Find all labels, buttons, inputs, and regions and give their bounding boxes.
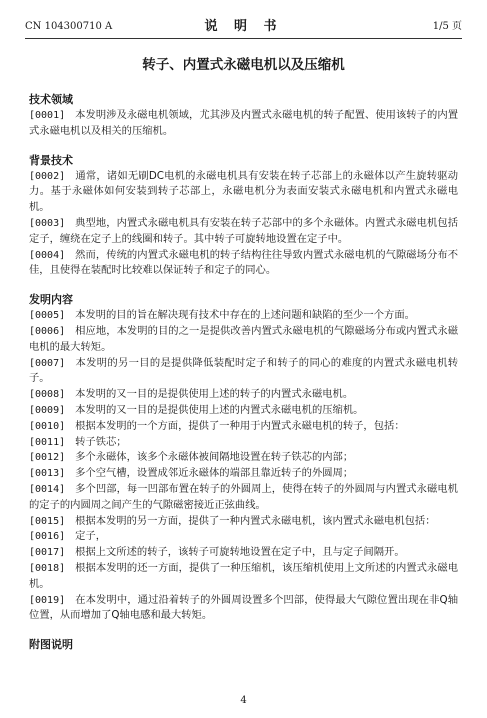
paragraph-number: [0011] [29, 436, 66, 448]
paragraph [29, 387, 458, 403]
paragraph [29, 593, 458, 625]
paragraph-text: 根据本发明的另一方面，提供了一种内置式永磁电机，该内置式永磁电机包括： [75, 514, 436, 527]
page-indicator: 1/5 页 [432, 21, 462, 32]
paragraph [29, 356, 458, 388]
paragraph-number: [0016] [29, 531, 66, 543]
paragraph-number: [0005] [29, 310, 66, 322]
paragraph-number: [0001] [29, 110, 66, 121]
paragraph-text: 定子， [75, 530, 107, 543]
paragraph-number: [0002] [29, 170, 66, 182]
paragraph [29, 545, 458, 561]
paragraph-text: 相应地，本发明的目的之一是提供改善内置式永磁电机的气隙磁场分布或内置式永磁电机的最大转矩。 [29, 324, 458, 353]
paragraph-number: [0006] [29, 325, 66, 337]
paragraph [29, 435, 458, 451]
paragraph-text: 在本发明中，通过沿着转子的外圆周设置多个凹部，使得最大气隙位置出现在非Q轴位置，从而增加了Q轴电感和最大转矩。 [29, 593, 458, 622]
section-heading: 背景技术 [29, 153, 73, 167]
paragraph-text: 典型地，内置式永磁电机具有安装在转子芯部中的多个永磁体。内置式永磁电机包括定子，缠绕在定子上的线圈和转子。其中转子可旋转地设置在定子中。 [29, 216, 458, 245]
paragraph-text: 本发明的又一目的是提供使用上述的内置式永磁电机的压缩机。 [75, 403, 364, 416]
paragraph [29, 450, 458, 466]
paragraph-number: [0014] [29, 483, 66, 495]
paragraph-text: 本发明的目的旨在解决现有技术中存在的上述问题和缺陷的至少一个方面。 [75, 309, 415, 322]
paragraph-number: [0015] [29, 515, 66, 527]
paragraph [29, 419, 458, 435]
paragraph [29, 561, 458, 593]
paragraph-text: 根据本发明的还一方面，提供了一种压缩机，该压缩机使用上文所述的内置式永磁电机。 [29, 561, 458, 590]
paragraph-number: [0008] [29, 389, 66, 401]
paragraph-number: [0007] [29, 357, 66, 369]
paragraph-text: 多个凹部，每一凹部布置在转子的外圆周上，使得在转子的外圆周与内置式永磁电机的定子的内圆周之间产生的气隙磁密接近正弦曲线。 [29, 482, 458, 511]
paragraph-text: 通常，诸如无刷DC电机的永磁电机具有安装在转子芯部上的永磁体以产生旋转驱动力。基于永磁体如何安装到转子芯部上，永磁电机分为表面安装式永磁电机和内置式永磁电机。 [29, 169, 458, 214]
paragraph-number: [0018] [29, 562, 66, 574]
paragraph-number: [0004] [29, 249, 66, 261]
paragraph-text: 根据上文所述的转子，该转子可旋转地设置在定子中，且与定子间隔开。 [75, 546, 405, 559]
paragraph [29, 308, 458, 324]
paragraph [29, 169, 458, 216]
section-heading: 发明内容 [29, 293, 73, 307]
page-number: 4 [240, 695, 247, 706]
paragraph-number: [0010] [29, 420, 66, 432]
paragraph-text: 多个永磁体，该多个永磁体被间隔地设置在转子铁芯的内部； [75, 451, 354, 464]
paragraph-number: [0012] [29, 452, 66, 464]
document-title: 转子、内置式永磁电机以及压缩机 [142, 57, 345, 73]
paragraph-text: 本发明的又一目的是提供使用上述的转子的内置式永磁电机。 [75, 388, 354, 401]
paragraph [29, 108, 458, 140]
paragraph [29, 324, 458, 356]
section-gap [29, 279, 458, 292]
section-gap [29, 624, 458, 637]
paragraph-text: 本发明涉及永磁电机领域，尤其涉及内置式永磁电机的转子配置、使用该转子的内置式永磁电机以及相关的压缩机。 [29, 109, 458, 137]
paragraph-text: 根据本发明的一个方面，提供了一种用于内置式永磁电机的转子，包括： [75, 419, 405, 432]
paragraph-number: [0003] [29, 217, 66, 229]
paragraph-text: 本发明的另一目的是提供降低装配时定子和转子的同心的难度的内置式永磁电机转子。 [29, 356, 458, 385]
document-type: 说 明 书 [204, 19, 283, 34]
paragraph-number: [0013] [29, 468, 66, 480]
paragraph [29, 248, 458, 280]
header-rule [25, 38, 462, 39]
patent-number: CN 104300710 A [25, 21, 113, 32]
section-gap [29, 140, 458, 153]
page-header [25, 18, 462, 36]
paragraph-number: [0009] [29, 404, 66, 416]
paragraph-text: 转子铁芯； [75, 435, 127, 448]
paragraph-number: [0019] [29, 594, 66, 606]
paragraph [29, 482, 458, 514]
paragraph [29, 403, 458, 419]
paragraph-number: [0017] [29, 547, 66, 559]
section-heading: 技术领域 [29, 93, 73, 106]
paragraph-text: 多个空气槽，设置成邻近永磁体的端部且靠近转子的外圆周； [75, 467, 354, 480]
section-heading: 附图说明 [29, 638, 73, 652]
paragraph [29, 216, 458, 248]
paragraph [29, 466, 458, 482]
paragraph [29, 529, 458, 545]
paragraph [29, 514, 458, 530]
paragraph-text: 然而，传统的内置式永磁电机的转子结构往往导致内置式永磁电机的气隙磁场分布不佳，且使得在装配时比较难以保证转子和定子的同心。 [29, 248, 458, 277]
document-body [29, 92, 458, 653]
